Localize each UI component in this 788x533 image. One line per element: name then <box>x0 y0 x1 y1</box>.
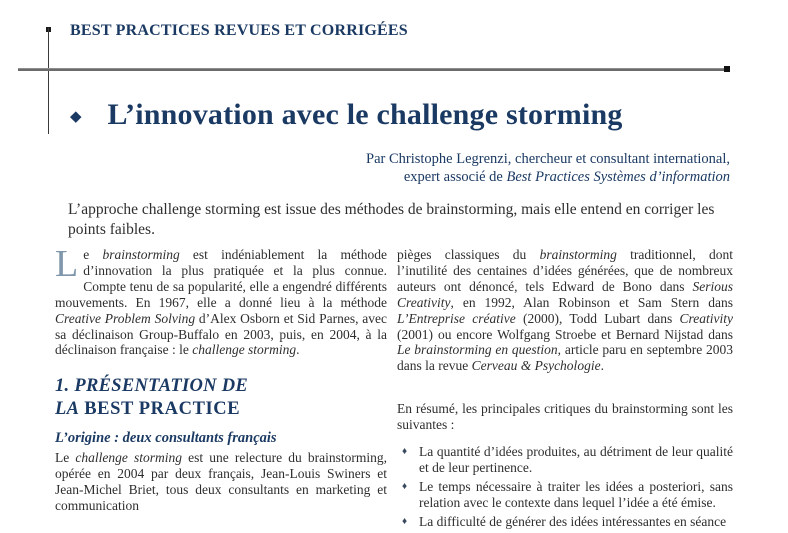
byline-line2 <box>366 168 730 186</box>
critics-paragraph: pièges classiques du brainstorming traditionnel, dont l’inutilité des centaines d’idées générées, que de nombreux auteurs ont dénoncé, tels Edward de Bono dans Serious Creativity, en 1992, Alan Robinson et Sam Stern dans L’Entreprise créative (2000), Todd Lubart dans Creativity (2001) ou encore Wolfgang Stroebe et Bernard Nijstad dans Le brainstorming en question, article paru en septembre 2003 dans la revue Cerveau & Psychologie. <box>397 247 734 374</box>
intro-paragraph <box>55 243 387 358</box>
section-heading-line1: 1. PRÉSENTATION DE <box>55 376 249 397</box>
diamond-bullet-icon: ♦ <box>402 480 408 492</box>
right-column <box>397 247 733 533</box>
left-vertical-rule <box>48 28 49 134</box>
section-heading <box>55 375 387 421</box>
article-title: L’innovation avec le challenge storming <box>107 98 623 131</box>
intro-paragraph-text: e brainstorming est indéniablement la méthode d’innovation la plus pratiquée et la plus connue. Compte tenu de sa popularité, elle a engendré différents mouvements. En 1967, elle a donné lieu à la méthode Creative Problem Solving d’Alex Osborn et Sid Parnes, avec sa déclinaison Group-Buffalo en 2003, puis, en 2004, à la déclinaison française : le challenge storming. <box>55 247 387 358</box>
header-horizontal-rule <box>18 68 728 71</box>
list-item-text: Le temps nécessaire à traiter les idées a posteriori, sans relation avec le contexte dans lequel l’idée a été émise. <box>419 478 733 510</box>
byline-line1: Par Christophe Legrenzi, chercheur et consultant international, <box>366 151 730 167</box>
list-item <box>397 479 733 511</box>
title-row <box>70 98 730 131</box>
section-heading-line2-la: LA <box>55 399 80 420</box>
list-item <box>397 514 733 530</box>
title-diamond-icon: ◆ <box>70 109 82 125</box>
origin-paragraph: Le challenge storming est une relecture du brainstorming, opérée en 2004 par deux français, Jean-Louis Swiners et Jean-Michel Briet, tous deux consultants en marketing et communication <box>55 450 387 513</box>
standfirst: L’approche challenge storming est issue des méthodes de brainstorming, mais elle entend en corriger les points faibles. <box>68 201 715 239</box>
list-item-text: La quantité d’idées produites, au détriment de leur qualité et de leur pertinence. <box>419 444 733 475</box>
summary-paragraph: En résumé, les principales critiques du brainstorming sont les suivantes : <box>397 401 733 433</box>
list-item <box>397 444 733 476</box>
crop-mark-right-square <box>724 66 730 72</box>
left-column <box>55 243 387 514</box>
byline-journal-name: Best Practices Systèmes d’information <box>506 169 730 186</box>
diamond-bullet-icon: ♦ <box>402 446 408 458</box>
diamond-bullet-icon: ♦ <box>402 515 408 527</box>
list-item-text: La difficulté de générer des idées intéressantes en séance <box>419 513 727 529</box>
drop-cap: L <box>55 243 79 285</box>
byline <box>366 150 730 186</box>
section-kicker: BEST PRACTICES REVUES ET CORRIGÉES <box>70 22 408 39</box>
byline-line2-prefix: expert associé de <box>403 169 507 186</box>
critique-list <box>397 444 733 530</box>
origin-subheading: L’origine : deux consultants français <box>55 430 277 447</box>
section-heading-line2-bestpractice: BEST PRACTICE <box>84 399 241 420</box>
